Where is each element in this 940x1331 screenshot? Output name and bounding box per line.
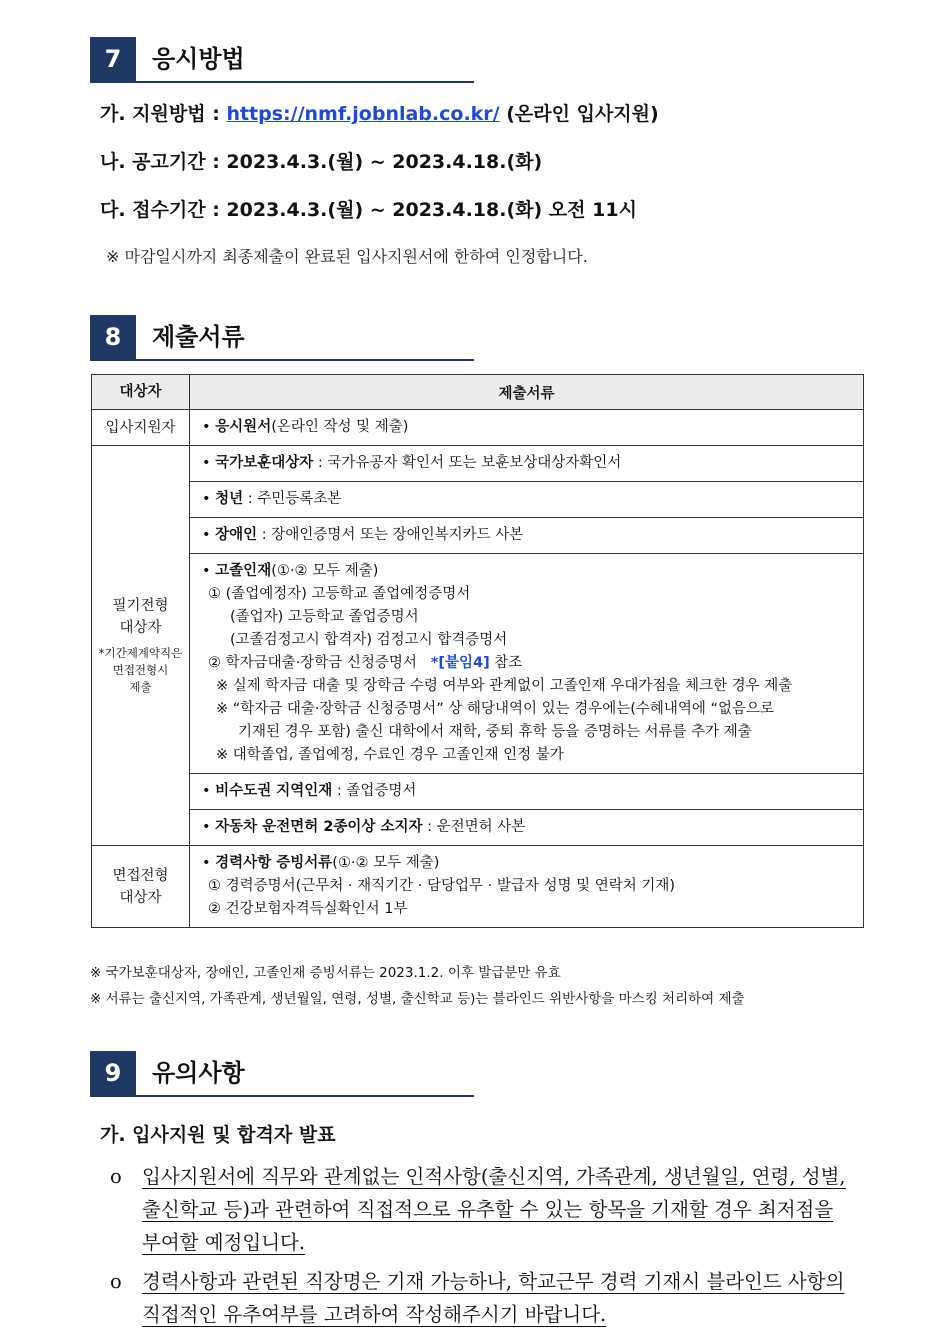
target-cell	[92, 446, 190, 846]
target-label: 대상자	[119, 889, 162, 906]
table-row	[92, 518, 864, 554]
section-number: 8	[90, 315, 136, 359]
documents-table	[91, 374, 864, 928]
doc-detail: : 장애인증명서 또는 장애인복지카드 사본	[257, 527, 524, 543]
doc-detail: : 운전면허 사본	[422, 819, 526, 835]
documents-cell: • 비수도권 지역인재 : 졸업증명서	[190, 774, 864, 810]
doc-detail: : 주민등록초본	[243, 491, 342, 507]
doc-name: 장애인	[215, 527, 258, 543]
subsection-title: 가. 입사지원 및 합격자 발표	[100, 1124, 336, 1146]
documents-cell: • 응시원서(온라인 작성 및 제출)	[190, 410, 864, 446]
apply-link[interactable]: https://nmf.jobnlab.co.kr/	[226, 103, 500, 125]
doc-line: ② 학자금대출·장학금 신청증명서 *[붙임4] 참조	[208, 655, 523, 671]
doc-name: 자동차 운전면허 2종이상 소지자	[215, 819, 423, 835]
section-number: 7	[90, 37, 136, 81]
notice-period-line: 나. 공고기간 : 2023.4.3.(월) ~ 2023.4.18.(화)	[100, 151, 543, 173]
table-row	[92, 810, 864, 846]
table-row	[92, 846, 864, 928]
target-cell: 입사지원자	[92, 410, 190, 446]
attachment-reference: *[붙임4]	[430, 655, 490, 671]
section-title: 응시방법	[152, 45, 245, 73]
documents-cell: • 고졸인재(①·② 모두 제출) ① (졸업예정자) 고등학교 졸업예정증명서 (졸업자) 고등학교 졸업증명서 (고졸검정고시 합격자) 검정고시 합격증명서 ② 학자금대출·장학금 신청증명서 *[붙임4] 참조 ※ 실제 학자금 대출 및 장학금 수령 여부와 관계없이 고졸인재 우대가점을 체크한 경우 제출 ※ “학자금 대출·장학금 신청증명서” 상 해당내역이 있는 경우에는(수혜내역에 “없음으로 기재된 경우 포함) 출신 대학에서 재학, 중퇴 휴학 등을 증명하는 서류를 추가 제출 ※ 대학졸업, 졸업예정, 수료인 경우 고졸인재 인정 불가	[190, 554, 864, 774]
target-note: *기간제계약직은 면접전형시 제출	[98, 646, 183, 694]
doc-line: ※ 실제 학자금 대출 및 장학금 수령 여부와 관계없이 고졸인재 우대가점을 체크한 경우 제출	[216, 678, 793, 694]
table-row	[92, 482, 864, 518]
table-row	[92, 554, 864, 774]
table-row	[92, 410, 864, 446]
deadline-note: ※ 마감일시까지 최종제출이 완료된 입사지원서에 한하여 인정합니다.	[106, 247, 588, 266]
documents-cell: • 자동차 운전면허 2종이상 소지자 : 운전면허 사본	[190, 810, 864, 846]
doc-detail: : 졸업증명서	[332, 783, 417, 799]
footnote: ※ 국가보훈대상자, 장애인, 고졸인재 증빙서류는 2023.1.2. 이후 발급분만 유효	[90, 965, 561, 981]
table-row	[92, 446, 864, 482]
header-documents: 제출서류	[190, 375, 864, 410]
doc-name: 청년	[215, 491, 244, 507]
target-cell	[92, 846, 190, 928]
doc-detail: (온라인 작성 및 제출)	[271, 419, 409, 435]
bullet-icon: o	[110, 1270, 122, 1293]
table-header-row	[92, 375, 864, 410]
doc-line: ② 건강보험자격득실확인서 1부	[208, 901, 408, 917]
list-item-text: 입사지원서에 직무와 관계없는 인적사항(출신지역, 가족관계, 생년월일, 연령, 성별, 출신학교 등)과 관련하여 직접적으로 유추할 수 있는 항목을 기재할 경우 최저점을 부여할 예정입니다.	[142, 1165, 846, 1254]
list-item	[110, 1160, 852, 1259]
target-label: 면접전형	[112, 867, 169, 884]
header-target: 대상자	[92, 375, 190, 410]
documents-cell: • 장애인 : 장애인증명서 또는 장애인복지카드 사본	[190, 518, 864, 554]
doc-detail: (①·② 모두 제출)	[332, 855, 440, 871]
doc-line: (졸업자) 고등학교 졸업증명서	[230, 609, 419, 625]
apply-method-label: 가. 지원방법 :	[100, 103, 227, 125]
section-number: 9	[90, 1051, 136, 1095]
apply-method-suffix: (온라인 입사지원)	[499, 103, 659, 125]
footnote: ※ 서류는 출신지역, 가족관계, 생년월일, 연령, 성별, 출신학교 등)는 블라인드 위반사항을 마스킹 처리하여 제출	[90, 991, 745, 1007]
doc-name: 경력사항 증빙서류	[215, 855, 333, 871]
section-8-header	[90, 315, 474, 361]
section-title: 제출서류	[152, 323, 245, 351]
target-label: 대상자	[119, 620, 162, 636]
section-9-header	[90, 1051, 474, 1097]
section-7-header	[90, 37, 474, 83]
doc-line: ※ 대학졸업, 졸업예정, 수료인 경우 고졸인재 인정 불가	[216, 747, 564, 763]
doc-name: 고졸인재	[215, 563, 272, 579]
list-item-text: 경력사항과 관련된 직장명은 기재 가능하나, 학교근무 경력 기재시 블라인드 사항의 직접적인 유추여부를 고려하여 작성해주시기 바랍니다.	[142, 1270, 845, 1326]
list-item	[110, 1265, 852, 1331]
receipt-period-line: 다. 접수기간 : 2023.4.3.(월) ~ 2023.4.18.(화) 오전 11시	[100, 199, 637, 221]
doc-line: ① 경력증명서(근무처 · 재직기간 · 담당업무 · 발급자 성명 및 연락처 기재)	[208, 878, 676, 894]
doc-name: 국가보훈대상자	[215, 455, 314, 471]
doc-line: ① (졸업예정자) 고등학교 졸업예정증명서	[208, 586, 471, 602]
doc-name: 비수도권 지역인재	[215, 783, 333, 799]
doc-name: 응시원서	[215, 419, 272, 435]
bullet-icon: o	[110, 1165, 122, 1188]
doc-detail: : 국가유공자 확인서 또는 보훈보상대상자확인서	[313, 455, 622, 471]
documents-cell: • 국가보훈대상자 : 국가유공자 확인서 또는 보훈보상대상자확인서	[190, 446, 864, 482]
section-title: 유의사항	[152, 1059, 245, 1087]
doc-detail: (①·② 모두 제출)	[271, 563, 379, 579]
target-label: 필기전형	[112, 598, 169, 614]
table-row	[92, 774, 864, 810]
doc-line: (고졸검정고시 합격자) 검정고시 합격증명서	[230, 632, 508, 648]
doc-line: 기재된 경우 포함) 출신 대학에서 재학, 중퇴 휴학 등을 증명하는 서류를 추가 제출	[238, 724, 752, 740]
documents-cell: • 청년 : 주민등록초본	[190, 482, 864, 518]
doc-line: ※ “학자금 대출·장학금 신청증명서” 상 해당내역이 있는 경우에는(수혜내역에 “없음으로	[216, 701, 775, 717]
documents-cell: • 경력사항 증빙서류(①·② 모두 제출) ① 경력증명서(근무처 · 재직기간 · 담당업무 · 발급자 성명 및 연락처 기재) ② 건강보험자격득실확인서 1부	[190, 846, 864, 928]
apply-method-line	[100, 99, 659, 126]
